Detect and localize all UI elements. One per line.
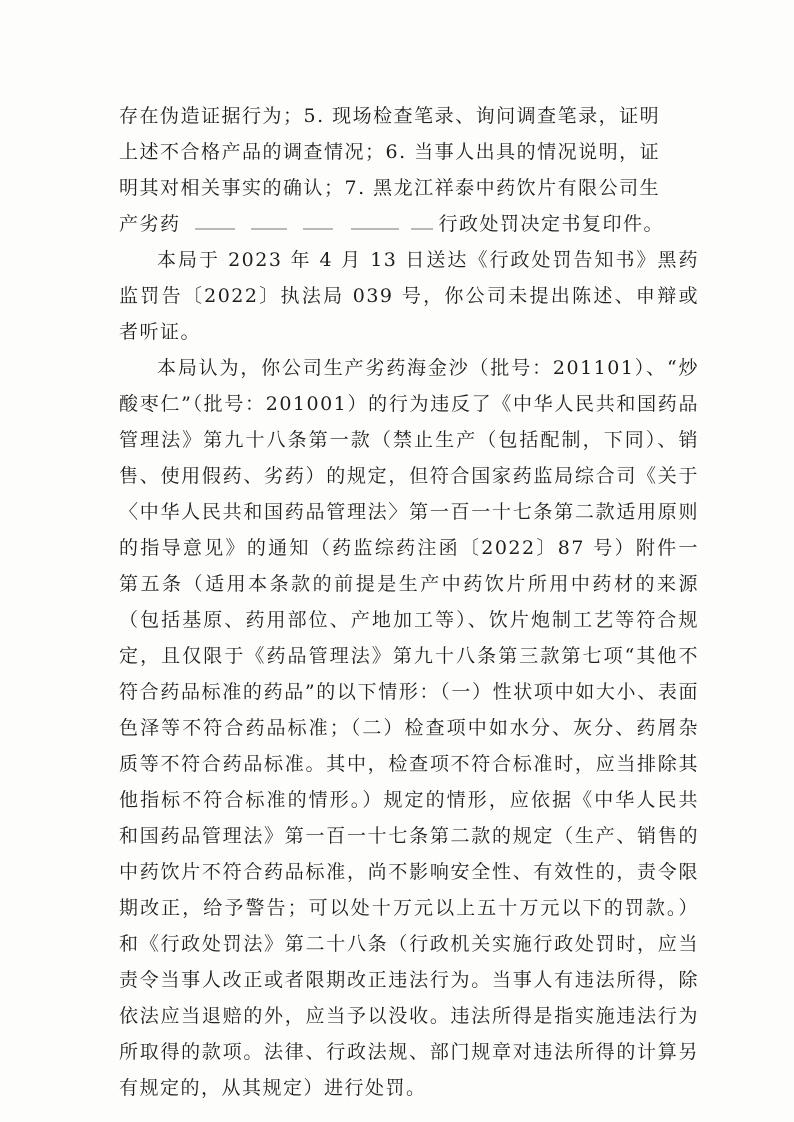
paragraph-notice-delivery: 本局于 2023 年 4 月 13 日送达《行政处罚告知书》黑药监罚告〔2022〕执法局 039 号，你公司未提出陈述、申辩或者听证。 (119, 249, 699, 343)
evidence-line-2: 上述不合格产品的调查情况；6. 当事人出具的情况说明，证 (119, 141, 661, 163)
evidence-line-4 (119, 213, 664, 235)
evidence-line-1: 存在伪造证据行为；5. 现场检查笔录、询问调查笔录，证明 (119, 105, 661, 127)
evidence-line-4-end: 行政处罚决定书复印件。 (438, 213, 665, 235)
paragraph-legal-finding: 本局认为，你公司生产劣药海金沙（批号：201101）、“炒酸枣仁”（批号：201001）的行为违反了《中华人民共和国药品管理法》第九十八条第一款（禁止生产（包括配制，下同）、销售、使用假药、劣药）的规定，但符合国家药监局综合司《关于〈中华人民共和国药品管理法〉第一百一十七条第二款适用原则的指导意见》的通知（药监综药注函〔2022〕87 号）附件一第五条（适用本条款的前提是生产中药饮片所用中药材的来源（包括基原、药用部位、产地加工等）、饮片炮制工艺等符合规定，且仅限于《药品管理法》第九十八条第三款第七项“其他不符合药品标准的药品”的以下情形：（一）性状项中如大小、表面色泽等不符合药品标准；（二）检查项中如水分、灰分、药屑杂质等不符合药品标准。其中，检查项不符合标准时，应当排除其他指标不符合标准的情形。）规定的情形，应依据《中华人民共和国药品管理法》第一百一十七条第二款的规定（生产、销售的中药饮片不符合药品标准，尚不影响安全性、有效性的，责令限期改正，给予警告；可以处十万元以上五十万元以下的罚款。）和《行政处罚法》第二十八条（行政机关实施行政处罚时，应当责令当事人改正或者限期改正违法行为。当事人有违法所得，除依法应当退赔的外，应当予以没收。违法所得是指实施违法行为所取得的款项。法律、行政法规、部门规章对违法所得的计算另有规定的，从其规定）进行处罚。 (119, 357, 699, 1099)
evidence-line-3: 明其对相关事实的确认；7. 黑龙江祥泰中药饮片有限公司生 (119, 177, 661, 199)
document-body (119, 98, 699, 1106)
evidence-line-4-start: 产劣药 (119, 213, 181, 235)
paragraph-evidence-list (119, 98, 699, 242)
redaction-mark (181, 213, 439, 233)
